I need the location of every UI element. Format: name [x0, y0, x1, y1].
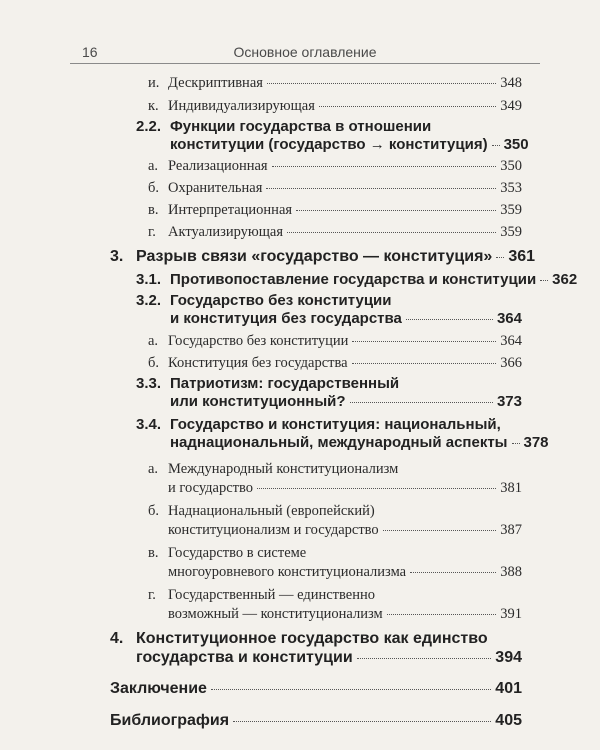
running-header	[70, 40, 540, 62]
toc-entry-page: 359	[500, 202, 522, 218]
toc-leader	[492, 145, 500, 146]
toc-leader	[352, 363, 497, 364]
toc-entry-title: Дескриптивная	[168, 75, 263, 91]
toc-entry-number: б.	[148, 503, 160, 519]
toc-entry[interactable]	[170, 434, 549, 452]
toc-entry[interactable]	[148, 97, 522, 115]
toc-leader	[266, 188, 496, 189]
toc-entry-title[interactable]: Государство без конституции	[170, 292, 392, 309]
toc-entry[interactable]	[148, 201, 522, 219]
toc-entry[interactable]	[168, 605, 522, 623]
toc-entry-page: 388	[500, 564, 522, 580]
toc-leader	[272, 166, 497, 167]
toc-entry-title: Охранительная	[168, 180, 263, 196]
header-rule	[70, 63, 540, 64]
toc-top-entry[interactable]	[110, 712, 522, 730]
toc-entry[interactable]	[148, 179, 522, 197]
toc-entry-number: а.	[148, 158, 159, 174]
toc-entry-title: Библиография	[110, 712, 230, 729]
toc-entry-page: 401	[495, 680, 522, 697]
toc-entry-title-cont: и конституция без государства	[170, 310, 402, 327]
toc-entry-number: г.	[148, 224, 156, 240]
toc-entry-title: Реализационная	[168, 158, 268, 174]
toc-entry-page: 350	[503, 136, 529, 153]
toc-entry-title[interactable]: Государство и конституция: национальный,	[170, 416, 501, 433]
toc-entry[interactable]	[148, 332, 522, 350]
toc-entry-number: а.	[148, 461, 159, 477]
toc-entry-page: 350	[500, 158, 522, 174]
toc-top-entry[interactable]	[110, 680, 522, 698]
toc-entry-page: 378	[523, 434, 549, 451]
toc-entry-number: 3.1.	[136, 271, 162, 288]
toc-entry[interactable]	[170, 310, 522, 328]
toc-entry-page: 381	[500, 480, 522, 496]
toc-chapter-entry[interactable]	[136, 649, 522, 667]
toc-leader	[257, 488, 496, 489]
toc-entry[interactable]	[148, 354, 522, 372]
toc-entry-title: Конституция без государства	[168, 355, 348, 371]
toc-entry[interactable]	[170, 393, 522, 411]
toc-leader	[352, 341, 496, 342]
toc-entry-title[interactable]: Государственный — единственно	[168, 587, 375, 603]
toc-entry[interactable]	[148, 223, 522, 241]
toc-entry-number: 3.4.	[136, 416, 162, 433]
toc-entry-number: 2.2.	[136, 118, 162, 135]
toc-entry-page: 364	[496, 310, 522, 327]
toc-entry-page: 366	[500, 355, 522, 371]
toc-entry-number: б.	[148, 355, 160, 371]
toc-entry-page: 348	[500, 75, 522, 91]
toc-entry-title-cont: или конституционный?	[170, 393, 346, 410]
toc-entry-title-cont: и государство	[168, 480, 253, 496]
toc-entry-title[interactable]: Международный конституционализм	[168, 461, 399, 477]
toc-entry-title: Противопоставление государства и конституции	[170, 271, 537, 288]
toc-entry-number: б.	[148, 180, 160, 196]
toc-leader	[496, 257, 504, 258]
toc-leader	[410, 572, 496, 573]
page-number: 16	[82, 44, 98, 60]
toc-entry-page: 349	[500, 98, 522, 114]
running-title: Основное оглавление	[233, 44, 377, 60]
toc-entry-title[interactable]: Наднациональный (европейский)	[168, 503, 375, 519]
toc-entry-title[interactable]: Государство в системе	[168, 545, 307, 561]
toc-entry-number: к.	[148, 98, 159, 114]
toc-leader	[211, 689, 491, 690]
toc-leader	[383, 530, 497, 531]
toc-entry-page: 405	[495, 712, 522, 729]
toc-leader	[406, 319, 493, 320]
toc-entry-number: 4.	[110, 630, 124, 647]
toc-leader	[319, 106, 496, 107]
toc-entry-page: 359	[500, 224, 522, 240]
toc-entry-number: и.	[148, 75, 160, 91]
toc-entry-page: 387	[500, 522, 522, 538]
toc-entry-page: 364	[500, 333, 522, 349]
toc-entry-page: 361	[508, 248, 536, 265]
toc-entry-title: Актуализирующая	[168, 224, 283, 240]
toc-entry-title-cont: конституции (государство → конституция)	[170, 136, 488, 153]
toc-entry-number: 3.3.	[136, 375, 162, 392]
toc-entry-title: Заключение	[110, 680, 207, 697]
toc-entry-page: 353	[500, 180, 522, 196]
toc-entry-title-cont: многоуровневого конституционализма	[168, 564, 407, 580]
toc-entry[interactable]	[168, 479, 522, 497]
toc-entry-title: Государство без конституции	[168, 333, 349, 349]
toc-entry-title[interactable]: Патриотизм: государственный	[170, 375, 400, 392]
toc-chapter-entry[interactable]	[110, 248, 536, 266]
toc-entry-title-cont: государства и конституции	[136, 649, 353, 666]
toc-entry-title[interactable]: Функции государства в отношении	[170, 118, 432, 135]
toc-entry-number: в.	[148, 202, 159, 218]
toc-entry[interactable]	[170, 136, 529, 154]
toc-leader	[233, 721, 491, 722]
toc-entry[interactable]	[136, 271, 578, 289]
toc-entry-number: г.	[148, 587, 156, 603]
toc-entry-title[interactable]: Конституционное государство как единство	[136, 630, 488, 647]
toc-entry-title: Интерпретационная	[168, 202, 293, 218]
toc-entry-number: в.	[148, 545, 159, 561]
toc-entry[interactable]	[168, 521, 522, 539]
toc-entry-title-cont: наднациональный, международный аспекты	[170, 434, 508, 451]
toc-entry[interactable]	[148, 157, 522, 175]
toc-entry-page: 391	[500, 606, 522, 622]
toc-leader	[357, 658, 492, 659]
toc-entry-title: Индивидуализирующая	[168, 98, 315, 114]
toc-entry-page: 362	[552, 271, 578, 288]
toc-leader	[350, 402, 493, 403]
toc-entry-title-cont: конституционализм и государство	[168, 522, 379, 538]
toc-entry-number: 3.2.	[136, 292, 162, 309]
toc-entry-page: 373	[496, 393, 522, 410]
toc-entry-title-cont: возможный — конституционализм	[168, 606, 383, 622]
toc-entry-page: 394	[495, 649, 522, 666]
toc-entry-number: а.	[148, 333, 159, 349]
toc-entry-title: Разрыв связи «государство — конституция»	[136, 248, 493, 265]
toc-leader	[512, 443, 520, 444]
toc-entry[interactable]	[168, 563, 522, 581]
toc-leader	[267, 83, 496, 84]
toc-leader	[296, 210, 496, 211]
toc-leader	[540, 280, 548, 281]
toc-entry[interactable]	[148, 74, 522, 92]
toc-entry-number: 3.	[110, 248, 124, 265]
toc-leader	[287, 232, 496, 233]
toc-leader	[387, 614, 497, 615]
